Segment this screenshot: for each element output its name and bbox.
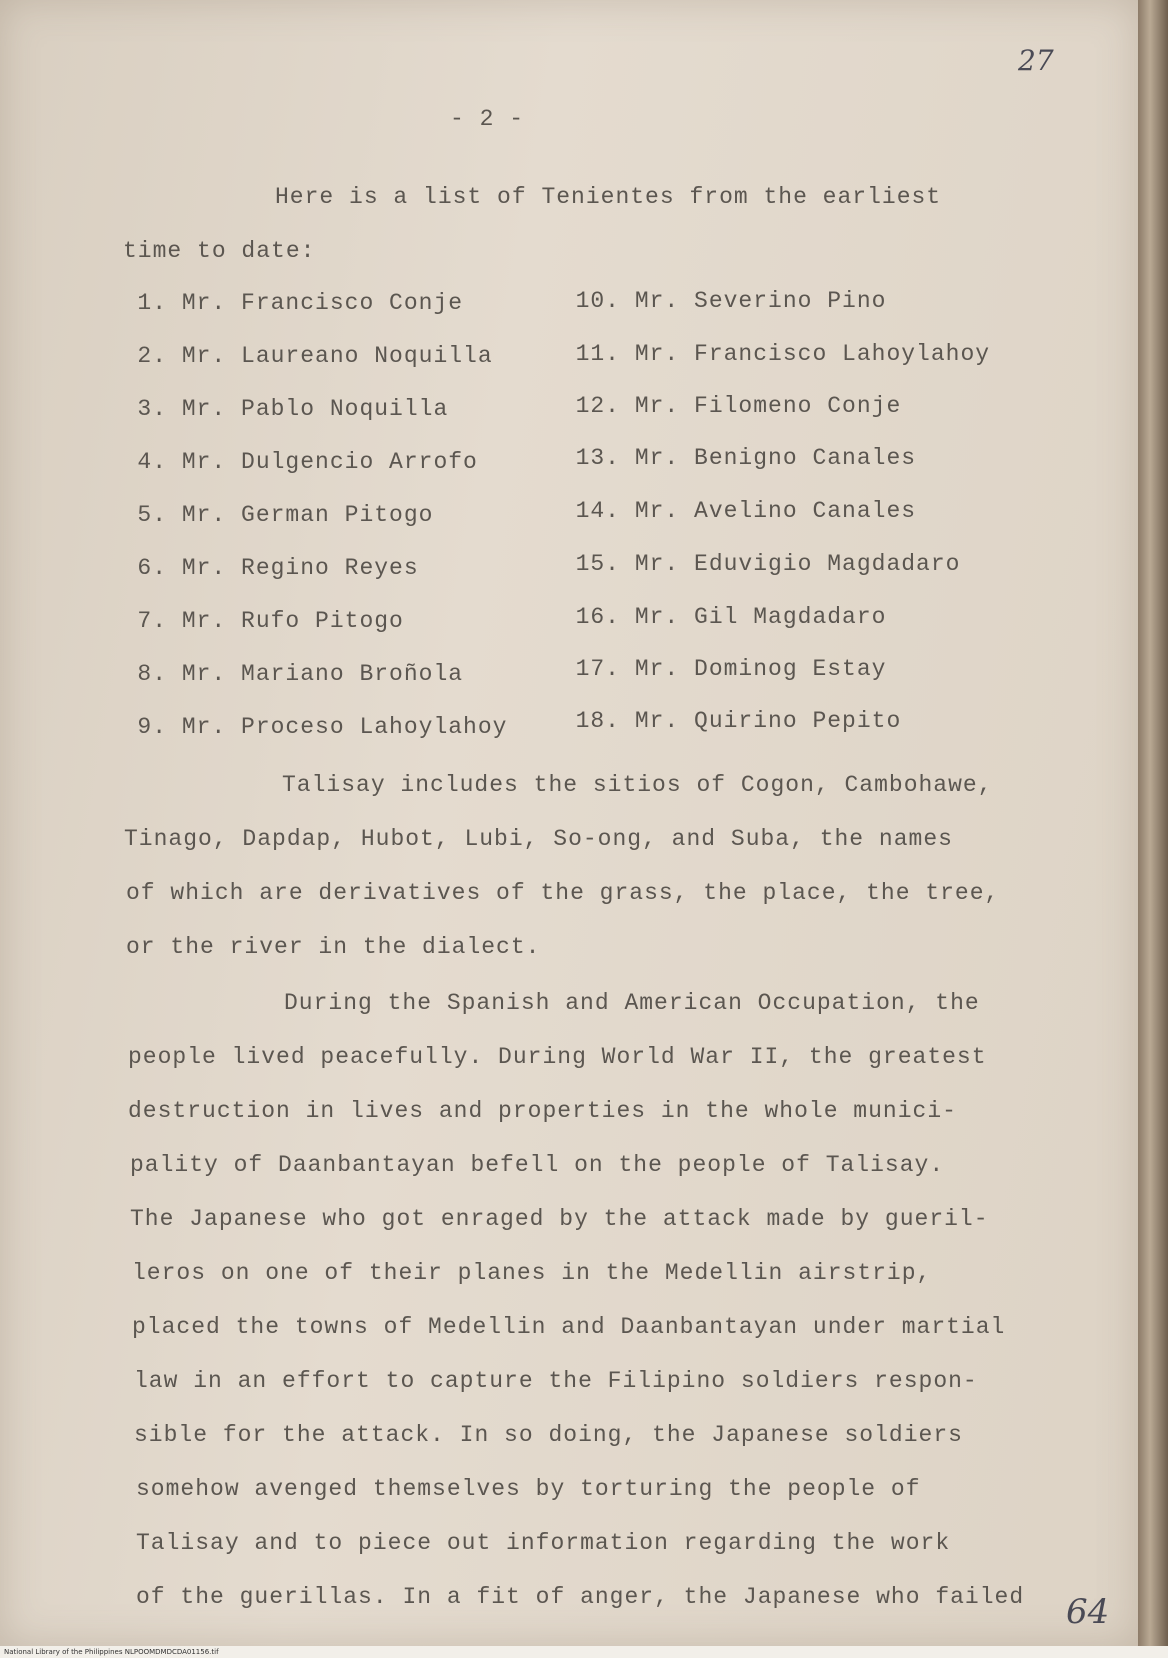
list-item: 10. Mr. Severino Pino — [575, 288, 887, 314]
list-item: 13. Mr. Benigno Canales — [575, 445, 917, 471]
list-item: 7. Mr. Rufo Pitogo — [137, 608, 404, 634]
list-item: 12. Mr. Filomeno Conje — [575, 393, 902, 419]
list-item: 8. Mr. Mariano Broñola — [137, 661, 464, 687]
paragraph-line: people lived peacefully. During World War II, the greatest — [128, 1044, 987, 1070]
paragraph-line: destruction in lives and properties in the whole munici- — [128, 1098, 957, 1124]
paragraph-line: of which are derivatives of the grass, the place, the tree, — [126, 880, 1000, 906]
paragraph-line: law in an effort to capture the Filipino soldiers respon- — [134, 1368, 978, 1394]
list-item: 15. Mr. Eduvigio Magdadaro — [575, 551, 961, 577]
paragraph-line: The Japanese who got enraged by the attack made by gueril- — [130, 1206, 989, 1232]
list-item: 5. Mr. German Pitogo — [137, 502, 434, 528]
paragraph-line: leros on one of their planes in the Medellin airstrip, — [132, 1260, 932, 1286]
list-item: 4. Mr. Dulgencio Arrofo — [137, 449, 478, 475]
paragraph-line: sible for the attack. In so doing, the Japanese soldiers — [134, 1422, 963, 1448]
handwritten-folio-number: 64 — [1066, 1592, 1110, 1632]
paragraph-line: Talisay includes the sitios of Cogon, Cambohawe, — [282, 772, 993, 798]
paragraph-line: or the river in the dialect. — [126, 934, 541, 960]
list-item: 9. Mr. Proceso Lahoylahoy — [137, 714, 508, 740]
list-item: 1. Mr. Francisco Conje — [137, 290, 464, 316]
list-item: 3. Mr. Pablo Noquilla — [137, 396, 449, 422]
paragraph-line: Tinago, Dapdap, Hubot, Lubi, So-ong, and Suba, the names — [124, 826, 953, 852]
paragraph-line: During the Spanish and American Occupation, the — [284, 990, 980, 1016]
list-item: 18. Mr. Quirino Pepito — [575, 708, 902, 734]
list-item: 14. Mr. Avelino Canales — [575, 498, 917, 524]
book-spine — [1138, 0, 1168, 1658]
paragraph-line: somehow avenged themselves by torturing the people of — [136, 1476, 921, 1502]
paragraph-line: pality of Daanbantayan befell on the people of Talisay. — [130, 1152, 945, 1178]
list-item: 16. Mr. Gil Magdadaro — [575, 604, 887, 630]
page-number: - 2 - — [450, 106, 525, 132]
intro-line-1: Here is a list of Tenientes from the earliest — [275, 184, 942, 210]
list-item: 2. Mr. Laureano Noquilla — [137, 343, 493, 369]
paragraph-line: placed the towns of Medellin and Daanbantayan under martial — [132, 1314, 1006, 1340]
paragraph-line: Talisay and to piece out information regarding the work — [136, 1530, 951, 1556]
archive-footer: National Library of the Philippines NLPOOMDMDCDA01156.tif — [0, 1646, 1168, 1658]
intro-line-2: time to date: — [123, 238, 316, 264]
list-item: 6. Mr. Regino Reyes — [137, 555, 419, 581]
list-item: 17. Mr. Dominog Estay — [575, 656, 887, 682]
handwritten-page-number: 27 — [1018, 44, 1054, 77]
paragraph-line: of the guerillas. In a fit of anger, the Japanese who failed — [136, 1584, 1025, 1610]
list-item: 11. Mr. Francisco Lahoylahoy — [575, 341, 991, 367]
